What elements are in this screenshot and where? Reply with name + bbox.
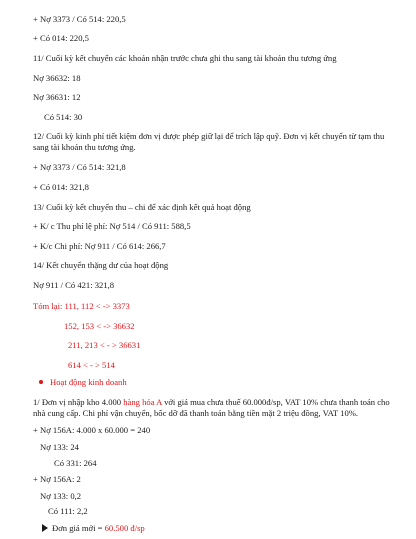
entry-line: + Có 014: 220,5	[33, 33, 89, 43]
entry-line: Nợ 133: 24	[40, 442, 79, 452]
section-heading-text: Hoạt động kinh doanh	[50, 377, 127, 387]
entry-line: + Có 014: 321,8	[33, 182, 89, 192]
item-13-heading: 13/ Cuối kỳ kết chuyển thu – chi để xác định kết quả hoạt động	[33, 202, 251, 212]
entry-line: + Nợ 156A: 4.000 x 60.000 = 240	[33, 425, 151, 435]
result-label: Đơn giá mới =	[52, 523, 105, 533]
item-11-heading: 11/ Cuối kỳ kết chuyển các khoản nhận trước chưa ghi thu sang tài khoản thu tương ứng	[33, 53, 337, 63]
entry-line: Nợ 36632: 18	[33, 73, 81, 83]
entry-line: Có 111: 2,2	[48, 506, 88, 516]
problem-text-part: với giá mua chưa thuế 60.000đ/sp, VAT 10% chưa thanh toán cho nhà cung cấp. Chi phí vận chuyển, bốc dỡ đã thanh toán bằng tiền mặt 2 triệu đồng, VAT 10%.	[33, 397, 390, 419]
right-arrow-icon	[42, 524, 48, 532]
entry-line: + Nợ 3373 / Có 514: 321,8	[33, 162, 126, 172]
entry-line: Nợ 133: 0,2	[40, 491, 82, 501]
entry-line: Có 514: 30	[44, 112, 83, 122]
entry-line: + Nợ 3373 / Có 514: 220,5	[33, 14, 126, 24]
summary-line: 211, 213 < - > 36631	[68, 340, 141, 350]
summary-line: 152, 153 < -> 36632	[64, 321, 135, 331]
problem-highlight: hàng hóa A	[123, 397, 162, 407]
problem-1-text	[33, 397, 401, 419]
entry-line: + K/c Chi phí: Nợ 911 / Có 614: 266,7	[33, 241, 166, 251]
entry-line: Nợ 36631: 12	[33, 92, 81, 102]
result-value: 60.500 đ/sp	[104, 523, 145, 533]
summary-line: 614 < - > 514	[68, 360, 115, 370]
entry-line: Nợ 911 / Có 421: 321,8	[33, 280, 115, 290]
bullet-icon	[39, 380, 43, 384]
item-14-heading: 14/ Kết chuyển thặng dư của hoạt động	[33, 260, 169, 270]
item-12-heading: 12/ Cuối kỳ kinh phí tiết kiệm đơn vị được phép giữ lại để trích lập quỹ. Đơn vị kết chuyển từ tạm thu sang tài khoản thu tương ứng.	[33, 131, 385, 153]
summary-line: Tóm lại: 111, 112 < -> 3373	[33, 301, 130, 311]
problem-text-part: 1/ Đơn vị nhập kho 4.000	[33, 397, 124, 407]
entry-line: + K/ c Thu phí lệ phí: Nợ 514 / Có 911: 588,5	[33, 221, 191, 231]
section-heading	[39, 377, 127, 388]
entry-line: Có 331: 264	[54, 458, 97, 468]
entry-line: + Nợ 156A: 2	[33, 474, 81, 484]
result-line	[42, 523, 145, 534]
